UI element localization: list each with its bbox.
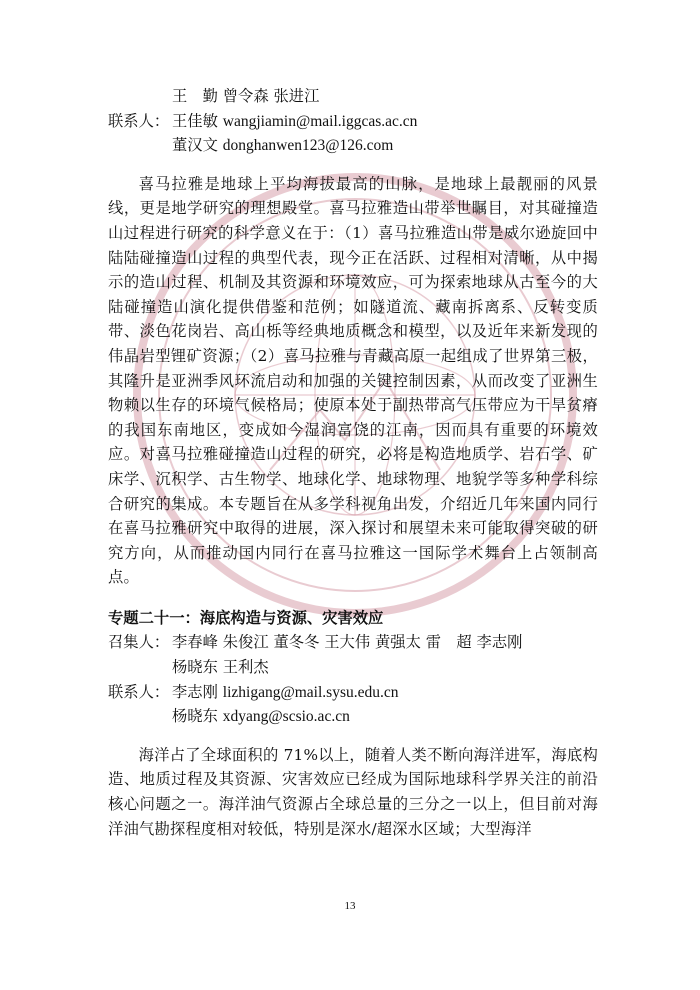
convener-names-continued: 杨晓东 王利杰 [172, 658, 269, 677]
contact-name: 李志刚 [172, 682, 218, 701]
contact-line [108, 133, 598, 158]
contact-name: 董汉文 [172, 136, 218, 155]
contact-email: wangjiamin@mail.iggcas.ac.cn [222, 112, 418, 130]
page-number: 13 [344, 900, 356, 912]
contact-name: 杨晓东 [172, 707, 218, 726]
contact-line [108, 109, 598, 134]
convener-label: 召集人： [108, 633, 170, 652]
convener-names: 李春峰 朱俊江 董冬冬 王大伟 黄强太 雷 超 李志刚 [172, 633, 523, 652]
section-paragraph: 海洋占了全球面积的 71%以上，随着人类不断向海洋进军，海底构造、地质过程及其资源、灾害效应已经成为国际地球科学界关注的前沿核心问题之一。海洋油气资源占全球总量的三分之一以上，但目前对海洋油气勘探程度相对较低，特别是深水/超深水区域；大型海洋 [108, 745, 598, 838]
contact-name: 王佳敏 [172, 111, 218, 130]
section-heading: 专题二十一：海底构造与资源、灾害效应 [108, 608, 384, 627]
contact-email: donghanwen123@126.com [222, 137, 394, 155]
document-body [108, 84, 598, 841]
convener-line [108, 630, 598, 655]
contact-email: xdyang@scsio.ac.cn [222, 708, 350, 726]
contact-label: 联系人： [108, 682, 170, 701]
section-paragraph: 喜马拉雅是地球上平均海拔最高的山脉，是地球上最靓丽的风景线，更是地学研究的理想殿堂。喜马拉雅造山带举世瞩目，对其碰撞造山过程进行研究的科学意义在于：（1）喜马拉雅造山带是威尔逊旋回中陆陆碰撞造山过程的典型代表，现今正在活跃、过程相对清晰，从中揭示的造山过程、机制及其资源和环境效应，可为探索地球从古至今的大陆碰撞造山演化提供借鉴和范例；如隧道流、藏南拆离系、反转变质带、淡色花岗岩、高山栎等经典地质概念和模型，以及近年来新发现的伟晶岩型锂矿资源；（2）喜马拉雅与青藏高原一起组成了世界第三极，其隆升是亚洲季风环流启动和加强的关键控制因素，从而改变了亚洲生物赖以生存的环境气候格局；使原本处于副热带高气压带应为干旱贫瘠的我国东南地区，变成如今湿润富饶的江南，因而具有重要的环境效应。对喜马拉雅碰撞造山过程的研究，必将是构造地质学、岩石学、矿床学、沉积学、古生物学、地球化学、地球物理、地貌学等多种学科综合研究的集成。本专题旨在从多学科视角出发，介绍近几年来国内同行在喜马拉雅研究中取得的进展，深入探讨和展望未来可能取得突破的研究方向，从而推动国内同行在喜马拉雅这一国际学术舞台上占领制高点。 [108, 174, 598, 587]
contact-line [108, 680, 598, 705]
contact-line [108, 704, 598, 729]
contact-label: 联系人： [108, 111, 170, 130]
convener-names-continued: 王 勤 曾令森 张进江 [172, 87, 320, 105]
contact-email: lizhigang@mail.sysu.edu.cn [222, 683, 399, 701]
